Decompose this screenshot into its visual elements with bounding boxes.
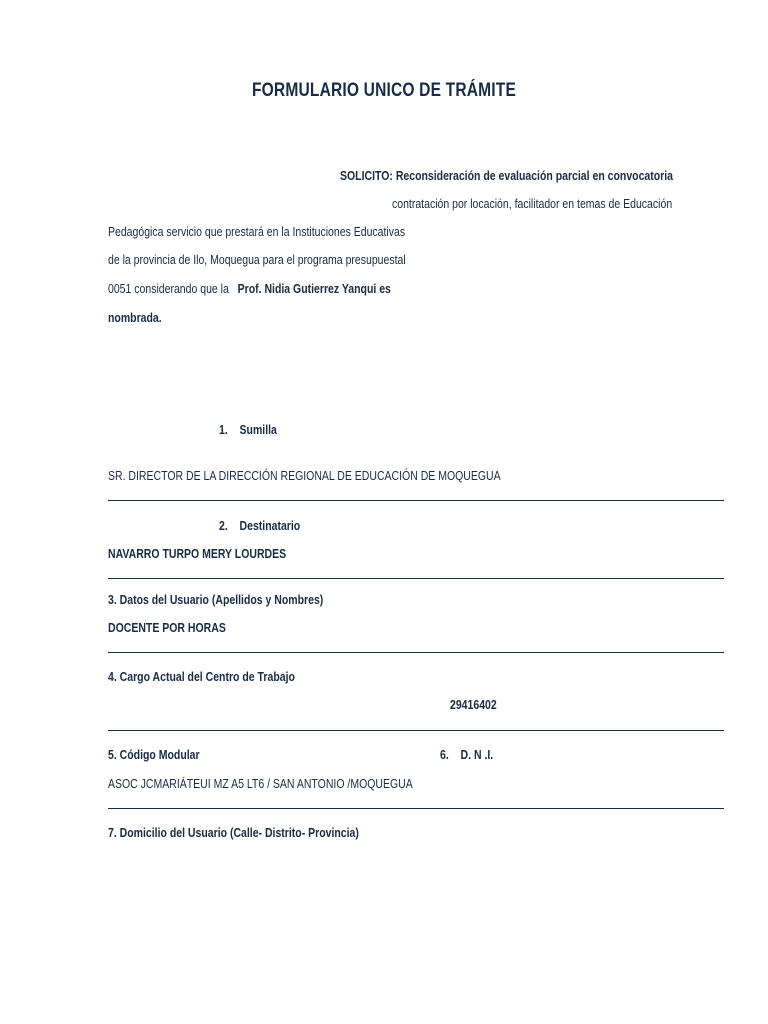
section-2-label: Destinatario	[239, 519, 301, 533]
section-2-heading	[219, 519, 300, 533]
divider	[108, 730, 724, 731]
section-6-number: 6.	[440, 748, 449, 762]
solicito-line-2: contratación por locación, facilitador en temas de Educación	[392, 197, 673, 211]
solicito-line-3: Pedagógica servicio que prestará en la Instituciones Educativas	[108, 225, 406, 239]
divider	[108, 652, 724, 653]
section-1-heading	[219, 423, 277, 437]
solicito-label: SOLICITO:	[340, 169, 393, 183]
section-5-heading: 5. Código Modular	[108, 748, 200, 762]
section-1-number: 1.	[219, 423, 228, 437]
solicito-line-4: de la provincia de Ilo, Moquegua para el programa presupuestal	[108, 253, 406, 267]
section-6-heading	[440, 748, 493, 762]
solicito-line-6: nombrada.	[108, 311, 162, 325]
section-1-value: SR. DIRECTOR DE LA DIRECCIÓN REGIONAL DE EDUCACIÓN DE MOQUEGUA	[108, 469, 501, 483]
section-4-heading: 4. Cargo Actual del Centro de Trabajo	[108, 670, 295, 684]
divider	[108, 808, 724, 809]
solicito-line-5-prefix: 0051 considerando que la	[108, 282, 229, 296]
section-6-label: D. N .I.	[460, 748, 494, 762]
solicito-line-1	[340, 169, 673, 183]
section-7-heading: 7. Domicilio del Usuario (Calle- Distrito- Provincia)	[108, 826, 359, 840]
section-1-label: Sumilla	[239, 423, 277, 437]
section-2-number: 2.	[219, 519, 228, 533]
section-4-value: 29416402	[450, 698, 497, 712]
solicito-subject: Reconsideración de evaluación parcial en convocatoria	[395, 169, 674, 183]
section-3-value: DOCENTE POR HORAS	[108, 621, 226, 635]
solicito-line-5	[108, 282, 391, 296]
solicito-line-5-bold: Prof. Nidia Gutierrez Yanqui es	[237, 282, 391, 296]
divider	[108, 500, 724, 501]
section-3-heading: 3. Datos del Usuario (Apellidos y Nombres)	[108, 593, 324, 607]
divider	[108, 578, 724, 579]
section-5-value: ASOC JCMARIÁTEUI MZ A5 LT6 / SAN ANTONIO /MOQUEGUA	[108, 777, 413, 791]
form-title: FORMULARIO UNICO DE TRÁMITE	[251, 80, 517, 101]
section-2-value: NAVARRO TURPO MERY LOURDES	[108, 547, 287, 561]
